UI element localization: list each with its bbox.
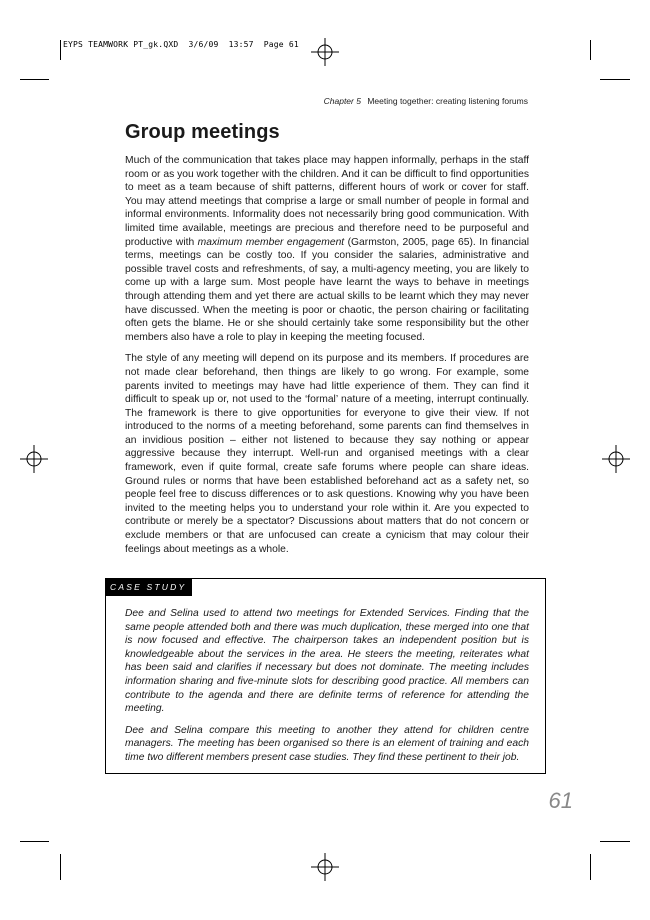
registration-mark-icon: [20, 445, 48, 473]
crop-mark: [60, 40, 61, 60]
case-study-label: CASE STUDY: [106, 579, 192, 596]
crop-mark: [60, 854, 61, 880]
case-study-box: [105, 578, 546, 774]
section-heading: Group meetings: [125, 121, 280, 143]
running-head-chapter: Chapter 5: [323, 96, 361, 106]
body-paragraph: The style of any meeting will depend on its purpose and its members. If procedures are not made clear beforehand, then things are likely to go wrong. For example, some parents invited to meetings may have had little experience of them. They can find it difficult to speak up or, not used to the ‘formal’ nature of a meeting, interrupt continually. The framework is there to give opportunities for everyone to give their view. If not introduced to the norms of a meeting beforehand, some parents can find themselves in an invidious position – either not listened to because they say nothing or appear aggressive because they interrupt. Well-run and organised meetings with a clear framework, even if quite formal, create safe forums where people can share ideas. Ground rules or norms that have been established beforehand act as a safety net, so people feel free to discuss differences or to ask questions. Knowing why you have been invited to the meeting helps you to understand your role within it. Are you expected to contribute or merely be a spectator? Discussions about matters that do not concern or exclude members or that are unfocused can create a cynicism that may colour their feelings about meetings as a whole.: [125, 353, 529, 555]
slug-date: 3/6/09: [188, 40, 219, 49]
emphasis-text: maximum member engagement: [197, 236, 345, 248]
slug-file: EYPS TEAMWORK PT_gk.QXD: [63, 40, 179, 49]
case-study-paragraph: Dee and Selina compare this meeting to another they attend for children centre managers. The meeting has been organised so there is an element of training and each time two different members present case studies. They find these pertinent to their job.: [125, 724, 529, 763]
paragraph-text: Much of the communication that takes place may happen informally, perhaps in the staff room or as you work together with the children. And it can be difficult to find opportunities to meet as a team because of shift patterns, different hours of work or cover for staff. You may attend meetings that comprise a large or small number of people in formal and informal environments. Informality does not necessarily bring good communication. With limited time available, meetings are precious and therefore need to be purposeful and productive with: [125, 155, 529, 248]
case-study-paragraph: Dee and Selina used to attend two meetings for Extended Services. Finding that the same people attended both and there was much duplication, these merged into one that is now focused and effective. The chairperson takes an independent position but is knowledgeable about the services in the area. He steers the meeting, reiterates what has been said and clarifies if necessary but does not dominate. The meeting includes information sharing and five-minute slots for describing good practice. All members can contribute to the agenda and there are definite terms of reference for attending the meeting.: [125, 608, 529, 715]
crop-mark: [20, 841, 49, 842]
running-head: [324, 96, 528, 106]
crop-mark: [20, 79, 49, 80]
slug-page: Page 61: [263, 40, 299, 49]
registration-mark-icon: [311, 38, 339, 66]
crop-mark: [590, 40, 591, 60]
registration-mark-icon: [311, 853, 339, 881]
crop-mark: [600, 79, 630, 80]
registration-mark-icon: [602, 445, 630, 473]
page-number: 61: [548, 788, 573, 813]
body-text: [125, 154, 529, 564]
crop-mark: [600, 841, 630, 842]
case-study-text: [125, 607, 529, 773]
slug-time: 13:57: [228, 40, 254, 49]
running-head-title: Meeting together: creating listening forums: [367, 96, 528, 106]
printer-slug: [63, 40, 299, 49]
paragraph-text: (Garmston, 2005, page 65). In financial terms, meetings can be costly too. If you consider the salaries, administrative and possible travel costs and refreshments, of say, a multi-agency meeting, you are likely to come up with a large sum. Most people have learnt the ways to behave in meetings through attending them and yet there are actual skills to be learnt which they may never have discussed. When the meeting is poor or chaotic, the person chairing or facilitating often gets the blame. He or she should certainly take some responsibility but the other members also have a role to play in keeping the meeting focused.: [125, 236, 529, 343]
body-paragraph: [125, 154, 529, 344]
crop-mark: [590, 854, 591, 880]
